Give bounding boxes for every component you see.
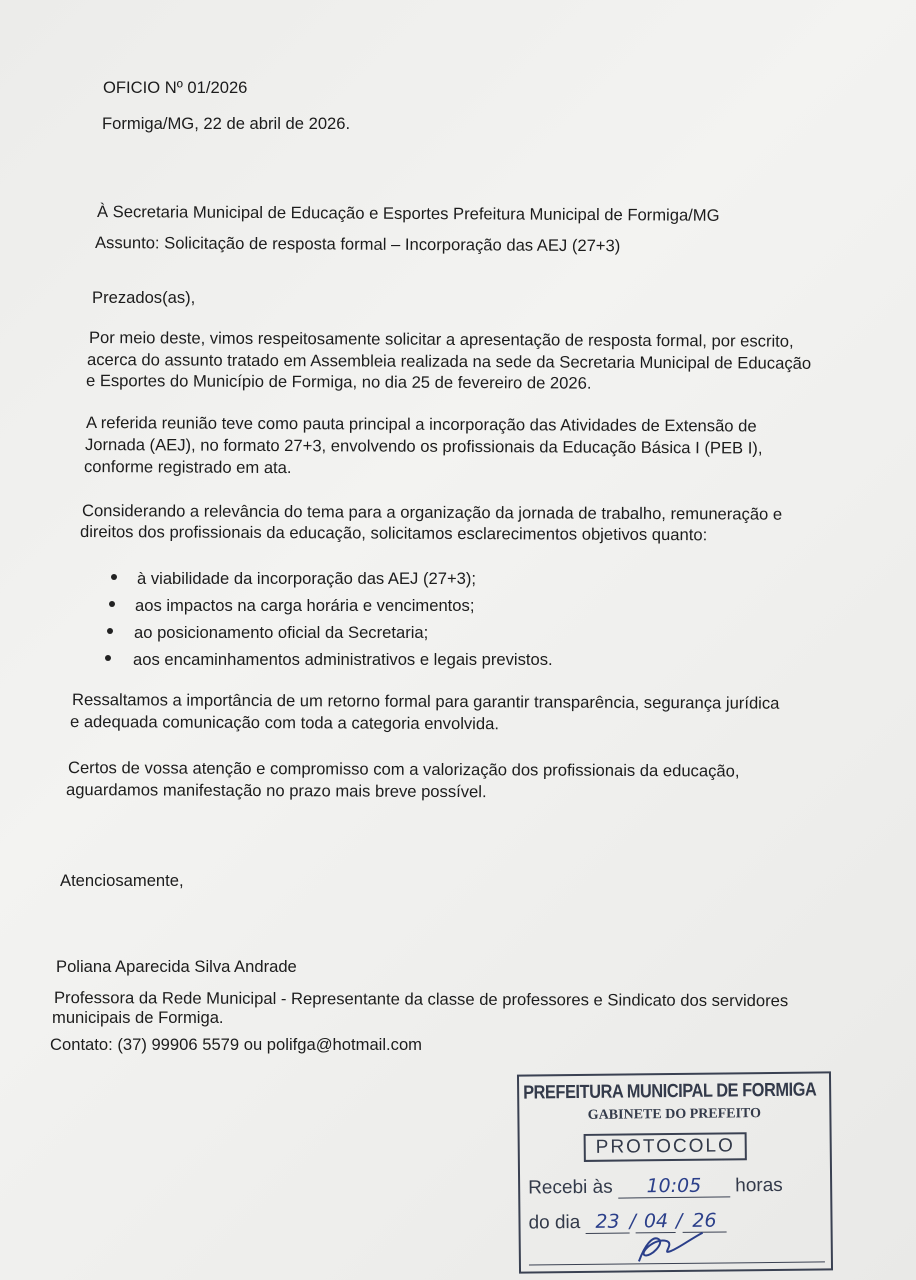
bullet-item: à viabilidade da incorporação das AEJ (27+3); xyxy=(137,569,477,588)
paragraph-2-line: Jornada (AEJ), no formato 27+3, envolvendo os profissionais da Educação Básica I (PEB I), xyxy=(84,435,763,458)
paragraph-5-line: Certos de vossa atenção e compromisso com a valorização dos profissionais da educação, xyxy=(67,758,740,781)
bullet-icon xyxy=(111,574,117,580)
received-time: 10:05 xyxy=(618,1174,730,1198)
paragraph-1-line: acerca do assunto tratado em Assembleia realizada na sede da Secretaria Municipal de Educação xyxy=(86,350,812,373)
received-prefix: Recebi às xyxy=(528,1176,613,1199)
paragraph-2-line: A referida reunião teve como pauta principal a incorporação das Atividades de Extensão de xyxy=(85,413,757,436)
subject: Assunto: Solicitação de resposta formal – Incorporação das AEJ (27+3) xyxy=(94,233,621,256)
salutation: Prezados(as), xyxy=(92,288,196,307)
bullet-icon xyxy=(105,655,111,661)
paragraph-4-line: Ressaltamos a importância de um retorno formal para garantir transparência, segurança jurídica xyxy=(71,690,780,713)
date-separator: / xyxy=(675,1209,683,1232)
protocol-stamp xyxy=(517,1071,833,1273)
bullet-icon xyxy=(107,628,113,634)
received-suffix: horas xyxy=(735,1174,783,1197)
bullet-icon xyxy=(109,601,115,607)
bullet-item: ao posicionamento oficial da Secretaria; xyxy=(134,623,429,642)
signer-role: municipais de Formiga. xyxy=(52,1008,224,1027)
paragraph-5-line: aguardamos manifestação no prazo mais breve possível. xyxy=(65,780,487,802)
place-date: Formiga/MG, 22 de abril de 2026. xyxy=(102,114,351,133)
signer-contact: Contato: (37) 99906 5579 ou polifga@hotmail.com xyxy=(50,1035,422,1054)
bullet-item: aos impactos na carga horária e vencimentos; xyxy=(135,596,475,615)
paragraph-4-line: e adequada comunicação com toda a categoria envolvida. xyxy=(69,712,500,734)
signature-scribble-icon xyxy=(631,1225,711,1266)
paragraph-1-line: e Esportes do Município de Formiga, no dia 25 de fevereiro de 2026. xyxy=(85,371,592,393)
stamp-subtitle: GABINETE DO PREFEITO xyxy=(587,1106,762,1123)
date-prefix: do dia xyxy=(528,1211,581,1234)
paragraph-3-line: direitos dos profissionais da educação, solicitamos esclarecimentos objetivos quanto: xyxy=(79,522,708,545)
stamp-title: PREFEITURA MUNICIPAL DE FORMIGA xyxy=(523,1079,817,1104)
recipient: À Secretaria Municipal de Educação e Esportes Prefeitura Municipal de Formiga/MG xyxy=(96,202,720,225)
date-separator: / xyxy=(629,1210,637,1233)
closing: Atenciosamente, xyxy=(60,871,184,890)
paragraph-1-line: Por meio deste, vimos respeitosamente solicitar a apresentação de resposta formal, por escrito, xyxy=(88,328,794,351)
bullet-item: aos encaminhamentos administrativos e legais previstos. xyxy=(133,650,553,669)
received-day: 23 xyxy=(585,1210,629,1233)
signer-role: Professora da Rede Municipal - Representante da classe de professores e Sindicato dos servidores xyxy=(53,988,789,1011)
letter-reference: OFICIO Nº 01/2026 xyxy=(103,78,248,97)
paragraph-3-line: Considerando a relevância do tema para a organização da jornada de trabalho, remuneração e xyxy=(81,501,783,524)
signer-name: Poliana Aparecida Silva Andrade xyxy=(56,957,297,976)
stamp-protocol-label: PROTOCOLO xyxy=(584,1132,747,1162)
stamp-received-time xyxy=(528,1174,783,1200)
received-year: 26 xyxy=(682,1209,726,1232)
paragraph-2-line: conforme registrado em ata. xyxy=(83,457,292,478)
received-month: 04 xyxy=(636,1210,676,1233)
